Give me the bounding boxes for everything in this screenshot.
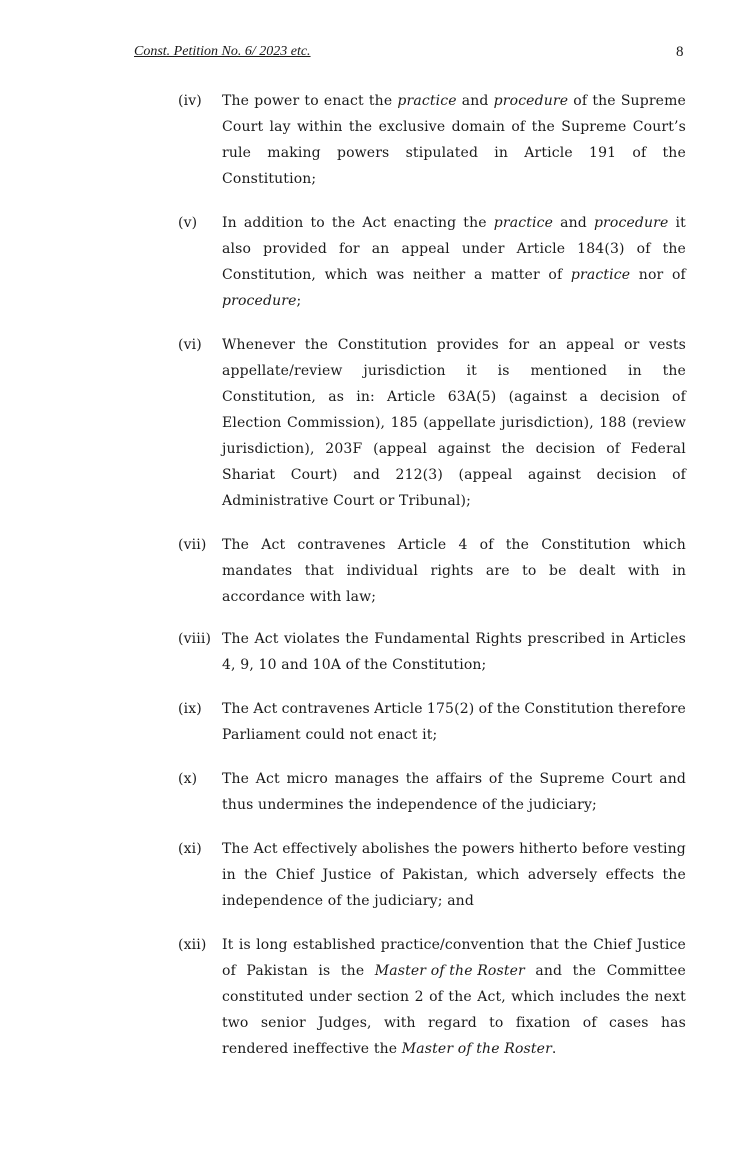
text-line: of Pakistan is the Master of the Roster and the Committee (222, 963, 686, 979)
text-line: two senior Judges, with regard to fixation of cases has (222, 1015, 686, 1031)
text-line: The power to enact the practice and procedure of the Supreme (222, 93, 686, 109)
page-number: 8 (676, 44, 684, 60)
item-numeral: (iv) (178, 93, 202, 109)
text-line: The Act effectively abolishes the powers hitherto before vesting (222, 841, 686, 857)
text-line: thus undermines the independence of the judiciary; (222, 797, 597, 813)
text-line: mandates that individual rights are to be dealt with in (222, 563, 686, 579)
text-line: also provided for an appeal under Article 184(3) of the (222, 241, 686, 257)
item-numeral: (vi) (178, 337, 202, 353)
text-line: Shariat Court) and 212(3) (appeal against decision of (222, 467, 686, 483)
text-line: Parliament could not enact it; (222, 727, 438, 743)
text-line: independence of the judiciary; and (222, 893, 474, 909)
text-line: Election Commission), 185 (appellate jurisdiction), 188 (review (222, 415, 686, 431)
text-line: jurisdiction), 203F (appeal against the decision of Federal (222, 441, 686, 457)
case-title: Const. Petition No. 6/ 2023 etc. (134, 44, 311, 59)
text-line: Constitution, as in: Article 63A(5) (against a decision of (222, 389, 686, 405)
text-line: Constitution; (222, 171, 317, 187)
text-line: The Act violates the Fundamental Rights prescribed in Articles (222, 631, 686, 647)
text-line: procedure; (222, 293, 302, 309)
text-line: It is long established practice/convention that the Chief Justice (222, 937, 686, 953)
item-numeral: (viii) (178, 631, 212, 647)
text-line: Constitution, which was neither a matter of practice nor of (222, 267, 686, 283)
item-text (222, 932, 686, 1062)
item-text (222, 210, 686, 314)
item-numeral: (vii) (178, 537, 207, 553)
item-numeral: (xi) (178, 841, 202, 857)
item-numeral: (v) (178, 215, 198, 231)
item-text (222, 836, 686, 914)
item-text (222, 696, 686, 748)
text-line: In addition to the Act enacting the practice and procedure it (222, 215, 686, 231)
item-numeral: (x) (178, 771, 198, 787)
text-line: The Act contravenes Article 175(2) of the Constitution therefore (222, 701, 686, 717)
text-line: rendered ineffective the Master of the Roster. (222, 1041, 557, 1057)
item-numeral: (xii) (178, 937, 207, 953)
text-line: 4, 9, 10 and 10A of the Constitution; (222, 657, 487, 673)
text-line: constituted under section 2 of the Act, which includes the next (222, 989, 686, 1005)
text-line: Whenever the Constitution provides for an appeal or vests (222, 337, 686, 353)
text-line: Administrative Court or Tribunal); (222, 493, 472, 509)
item-text (222, 626, 686, 678)
text-line: appellate/review jurisdiction it is mentioned in the (222, 363, 686, 379)
item-numeral: (ix) (178, 701, 202, 717)
text-line: in the Chief Justice of Pakistan, which adversely effects the (222, 867, 686, 883)
text-line: accordance with law; (222, 589, 377, 605)
item-text (222, 766, 686, 818)
text-line: The Act micro manages the affairs of the Supreme Court and (222, 771, 686, 787)
item-text (222, 332, 686, 514)
item-text (222, 532, 686, 610)
item-text (222, 88, 686, 192)
text-line: rule making powers stipulated in Article 191 of the (222, 145, 686, 161)
text-line: The Act contravenes Article 4 of the Constitution which (222, 537, 686, 553)
text-line: Court lay within the exclusive domain of the Supreme Court’s (222, 119, 686, 135)
